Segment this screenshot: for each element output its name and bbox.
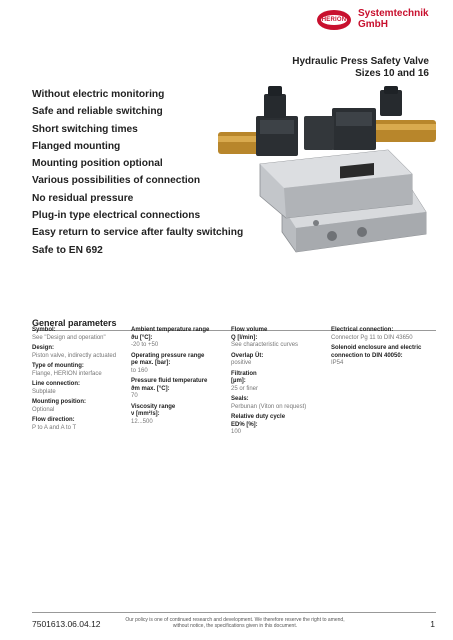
company-name-line1: Systemtechnik: [358, 8, 429, 19]
footer-divider: [32, 612, 436, 613]
param-column-2: [131, 327, 226, 426]
param-column-1: [32, 327, 127, 432]
feature-item: Various possibilities of connection: [32, 175, 201, 187]
param-label: Type of mounting:: [32, 363, 84, 369]
page-number: 1: [430, 619, 435, 629]
feature-item: Short switching times: [32, 123, 138, 135]
param-value: to 160: [131, 367, 148, 374]
herion-logo-text: HERION: [321, 17, 347, 23]
feature-item: Easy return to service after faulty switching: [32, 227, 244, 239]
feature-item: Plug-in type electrical connections: [32, 210, 201, 222]
document-number: 7501613.06.04.12: [32, 619, 101, 629]
feature-item: No residual pressure: [32, 192, 134, 204]
param-column-3: [231, 327, 326, 437]
company-name: [358, 8, 429, 30]
disclaimer-line2: without notice, the specifications given in this document.: [172, 623, 298, 629]
param-value: -20 to +50: [131, 342, 159, 348]
param-value: Connector Pg 11 to DIN 43650: [331, 334, 413, 341]
param-value: Flange, HERION interface: [32, 370, 102, 377]
feature-item: Flanged mounting: [32, 140, 121, 152]
param-value: P to A and A to T: [32, 424, 77, 431]
param-label: Line connection:: [32, 381, 80, 387]
param-column-4: [331, 327, 441, 368]
section-heading-general: General parameters: [32, 318, 117, 328]
param-value: 100: [231, 429, 242, 435]
feature-item: Safe to EN 692: [32, 244, 103, 256]
title-line1: Hydraulic Press Safety Valve: [292, 56, 429, 67]
param-label: Viscosity range ν [mm²/s]:: [131, 403, 176, 417]
param-value: IP54: [331, 360, 344, 366]
title-line2: Sizes 10 and 16: [355, 68, 429, 79]
footer-disclaimer: [110, 617, 360, 629]
document-title: [292, 56, 429, 80]
param-value: positive: [231, 360, 252, 366]
param-label: Overlap Üt:: [231, 352, 264, 359]
param-value: See "Design and operation": [32, 334, 106, 341]
param-label: Flow direction:: [32, 417, 75, 423]
param-label: Operating pressure range pe max. [bar]:: [131, 352, 205, 366]
param-label: Electrical connection:: [331, 327, 394, 333]
param-label: Mounting position:: [32, 399, 86, 405]
param-label: Flow volume Q [l/min]:: [231, 327, 268, 341]
param-value: Subplate: [32, 388, 56, 395]
param-value: 12...500: [131, 418, 153, 425]
feature-item: Without electric monitoring: [32, 89, 165, 100]
param-value: Piston valve, indirectly actuated: [32, 352, 117, 359]
param-label: Design:: [32, 345, 55, 351]
param-label: Relative duty cycle ED% [%]:: [231, 414, 286, 428]
param-label: Pressure fluid temperature ϑm max. [°C]:: [131, 378, 208, 392]
param-value: Perbunan (Viton on request): [231, 403, 307, 410]
param-value: 25 or finer: [231, 385, 259, 392]
feature-item: Safe and reliable switching: [32, 106, 163, 118]
param-label: Seals:: [231, 396, 249, 402]
param-label: Filtration [µm]:: [231, 370, 257, 384]
param-value: Optional: [32, 406, 55, 413]
feature-item: Mounting position optional: [32, 158, 163, 170]
company-name-line2: GmbH: [358, 19, 388, 30]
param-value: 70: [131, 393, 138, 399]
param-value: See characteristic curves: [231, 342, 299, 348]
param-label: Solenoid enclosure and electric connection to DIN 40050:: [331, 345, 422, 359]
param-label: Symbol:: [32, 327, 56, 333]
param-label: Ambient temperature range ϑu [°C]:: [131, 327, 210, 341]
disclaimer-line1: Our policy is one of continued research and development. We therefore reserve the right to amend,: [125, 617, 345, 623]
valve-product-image: [212, 86, 440, 276]
